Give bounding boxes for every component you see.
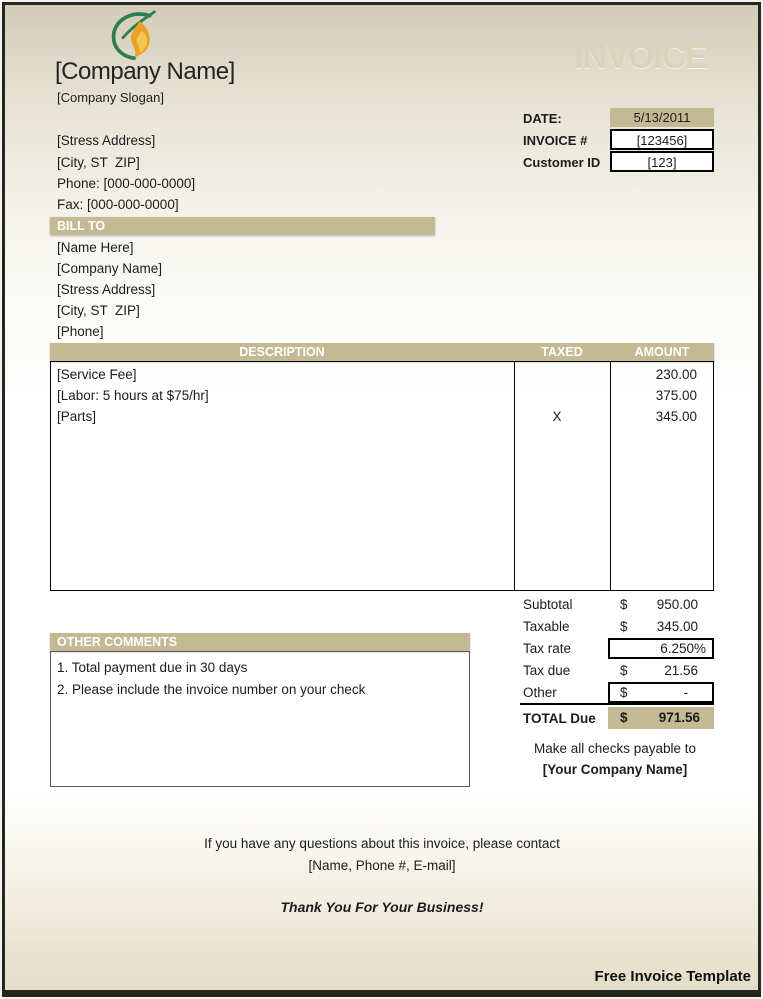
item-row <box>51 406 713 427</box>
taxable-label: Taxable <box>523 619 570 634</box>
tax-rate-label: Tax rate <box>523 641 572 656</box>
bill-to-company: [Company Name] <box>57 261 163 276</box>
total-due-label: TOTAL Due <box>523 711 596 726</box>
contact-line: If you have any questions about this invoice, please contact <box>204 836 560 851</box>
payable-company-name: [Your Company Name] <box>542 762 688 777</box>
subtotal-row <box>520 595 714 616</box>
item-description: [Labor: 5 hours at $75/hr] <box>57 388 209 403</box>
company-fax: Fax: [000-000-0000] <box>57 197 179 212</box>
header-amount: AMOUNT <box>634 345 690 359</box>
invoice-title: INVOICE <box>574 38 707 76</box>
currency-symbol: $ <box>620 663 628 678</box>
bill-to-header: BILL TO <box>50 217 435 235</box>
item-amount: 230.00 <box>655 367 697 382</box>
items-table <box>50 361 714 591</box>
item-taxed: X <box>552 409 562 424</box>
item-amount: 345.00 <box>655 409 697 424</box>
subtotal-value: 950.00 <box>656 597 698 612</box>
other-value: - <box>683 685 688 700</box>
tax-due-value: 21.56 <box>664 663 698 678</box>
company-slogan: [Company Slogan] <box>57 90 164 105</box>
header-description: DESCRIPTION <box>239 345 325 359</box>
comments-box <box>50 651 470 787</box>
taxable-row <box>520 617 714 638</box>
taxable-value: 345.00 <box>656 619 698 634</box>
checks-payable-note <box>517 740 713 778</box>
total-due-value: 971.56 <box>658 710 700 725</box>
date-label: DATE: <box>523 111 562 126</box>
total-due-row <box>520 703 714 731</box>
currency-symbol: $ <box>620 685 628 700</box>
customer-id-field[interactable]: [123] <box>610 151 714 172</box>
company-name: [Company Name] <box>55 58 235 85</box>
subtotal-label: Subtotal <box>523 597 573 612</box>
thank-you-note: Thank You For Your Business! <box>280 899 484 915</box>
company-phone: Phone: [000-000-0000] <box>57 176 196 191</box>
items-table-header <box>50 343 714 361</box>
date-value[interactable]: 5/13/2011 <box>610 108 714 127</box>
other-row <box>520 683 714 704</box>
company-city: [City, ST ZIP] <box>57 155 140 170</box>
invoice-number-label: INVOICE # <box>523 133 588 148</box>
bill-to-city: [City, ST ZIP] <box>57 303 140 318</box>
tax-due-label: Tax due <box>523 663 571 678</box>
comment-line: 2. Please include the invoice number on your check <box>57 682 366 697</box>
bill-to-phone: [Phone] <box>57 324 104 339</box>
header-taxed: TAXED <box>541 345 583 359</box>
item-description: [Service Fee] <box>57 367 137 382</box>
comment-line: 1. Total payment due in 30 days <box>57 660 248 675</box>
tax-rate-value: 6.250% <box>660 641 706 656</box>
item-description: [Parts] <box>57 409 97 424</box>
contact-note <box>50 835 714 916</box>
payable-line: Make all checks payable to <box>533 741 697 756</box>
other-label: Other <box>523 685 557 700</box>
tax-rate-row <box>520 639 714 660</box>
currency-symbol: $ <box>620 619 628 634</box>
tax-due-row <box>520 661 714 682</box>
item-row <box>51 364 713 385</box>
other-field[interactable] <box>608 682 714 703</box>
customer-id-label: Customer ID <box>523 155 601 170</box>
bill-to-address: [Stress Address] <box>57 282 156 297</box>
currency-symbol: $ <box>620 710 628 725</box>
item-amount: 375.00 <box>655 388 697 403</box>
company-logo-icon <box>106 10 162 60</box>
watermark-text: Free Invoice Template <box>594 968 751 985</box>
invoice-number-field[interactable]: [123456] <box>610 129 714 150</box>
other-comments-header: OTHER COMMENTS <box>50 633 470 651</box>
tax-rate-field[interactable] <box>608 638 714 659</box>
bill-to-name: [Name Here] <box>57 240 134 255</box>
currency-symbol: $ <box>620 597 628 612</box>
company-address: [Stress Address] <box>57 133 156 148</box>
item-row <box>51 385 713 406</box>
contact-placeholder: [Name, Phone #, E-mail] <box>308 858 456 873</box>
total-due-cell <box>608 707 714 729</box>
